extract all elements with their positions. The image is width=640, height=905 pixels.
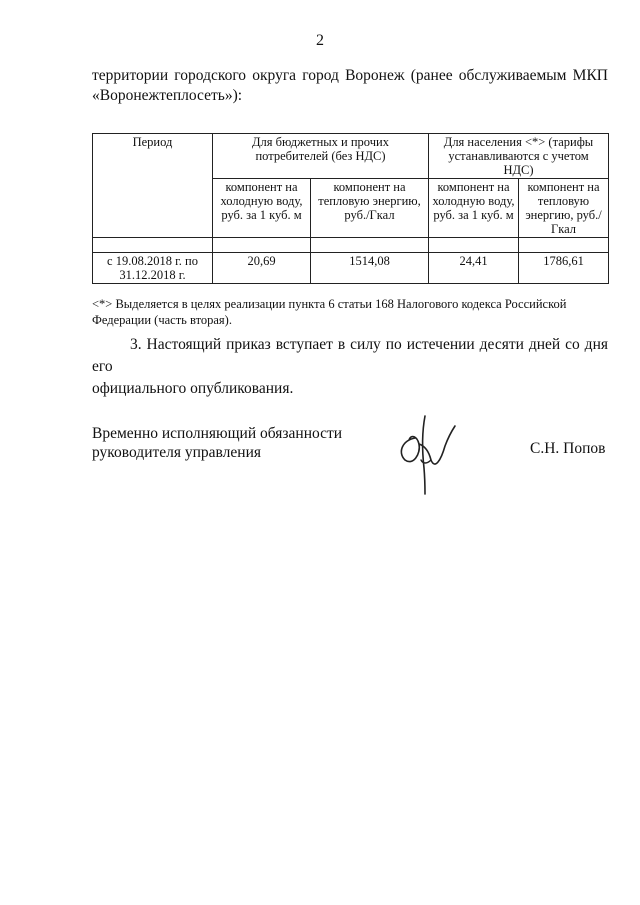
cell-budget-cold-water: 20,69 [213,253,311,284]
subheader-cold-water-budget: компонент на холодную воду, руб. за 1 куб. м [213,179,311,238]
clause-3 [92,334,608,400]
table-row [93,253,609,284]
spacer-cell [213,238,311,253]
signatory-title-line-1: Временно исполняющий обязанности [92,425,343,442]
cell-period: с 19.08.2018 г. по 31.12.2018 г. [93,253,213,284]
footnote: <*> Выделяется в целях реализации пункта 6 статьи 168 Налогового кодекса Российской Федерации (часть вторая). [92,297,567,327]
header-period: Период [93,134,213,238]
header-budget-group: Для бюджетных и прочих потребителей (без НДС) [213,134,429,179]
subheader-heat-population: компонент на тепловую энергию, руб./Гкал [519,179,609,238]
table-spacer-row [93,238,609,253]
spacer-cell [519,238,609,253]
clause-3-line-2: официального опубликования. [92,380,294,397]
subheader-heat-budget: компонент на тепловую энергию, руб./Гкал [311,179,429,238]
signatory-name: С.Н. Попов [530,440,606,457]
cell-budget-heat: 1514,08 [311,253,429,284]
cell-population-cold-water: 24,41 [429,253,519,284]
subheader-cold-water-population: компонент на холодную воду, руб. за 1 куб. м [429,179,519,238]
intro-paragraph: территории городского округа город Воронеж (ранее обслуживаемым МКП «Воронежтеплосеть»): [92,67,608,104]
cell-population-heat: 1786,61 [519,253,609,284]
tariff-table [92,133,609,284]
spacer-cell [311,238,429,253]
table-header-row [93,134,609,179]
signatory-title [92,424,372,462]
spacer-cell [93,238,213,253]
header-population-group: Для населения <*> (тарифы устанавливаются с учетом НДС) [429,134,609,179]
signatory-title-line-2: руководителя управления [92,444,262,461]
clause-3-line-1: 3. Настоящий приказ вступает в силу по истечении десяти дней со дня его [92,336,608,375]
page-number: 2 [316,32,324,49]
spacer-cell [429,238,519,253]
handwritten-signature [375,410,475,495]
